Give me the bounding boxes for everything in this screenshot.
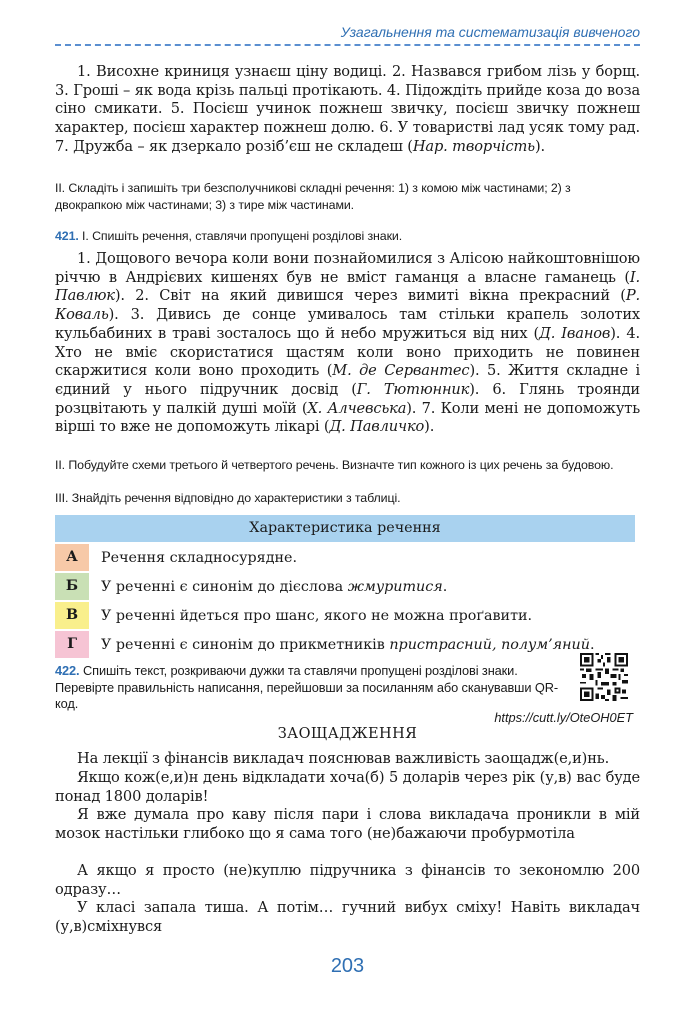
table-header: Характеристика речення bbox=[55, 515, 635, 542]
row-text bbox=[89, 608, 532, 624]
exercise-task: Спишіть текст, розкриваючи дужки та ставлячи пропущені розділові знаки. Перевірте правильність написання, перейшовши за посиланням або сканувавши QR-код. bbox=[55, 663, 558, 712]
row-text-tail: . bbox=[442, 578, 448, 595]
text-paragraph: Якщо кож(е,и)н день відкладати хоча(б) 5 доларів через рік (у,в) вас буде понад 1800 доларів! bbox=[55, 769, 640, 805]
row-letter: А bbox=[55, 544, 89, 571]
row-letter: Б bbox=[55, 573, 89, 600]
author-3: Д. Іванов bbox=[539, 324, 611, 342]
exercise-421-sentences bbox=[55, 250, 640, 437]
row-text bbox=[89, 637, 595, 653]
sentence-6: ). 6. Глянь троянди розцвітають у палкій душі моїй ( bbox=[55, 380, 641, 417]
exercise-task: І. Спишіть речення, ставлячи пропущені розділові знаки. bbox=[78, 229, 403, 243]
row-text-main: У реченні йдеться про шанс, якого не можна проґавити. bbox=[101, 607, 533, 624]
proverbs-tail: ). bbox=[534, 137, 546, 155]
text-paragraph: Я вже думала про каву після пари і слова викладача проникли в мій мозок настільки глибоко що я сама того (не)бажаючи пробурмотіла bbox=[55, 806, 640, 842]
task-ii-instruction: II. Складіть і запишіть три безсполучникові складні речення: 1) з комою між частинами; 2) з двокрапкою між частинами; 3) з тире між частинами. bbox=[55, 181, 571, 212]
proverbs-source: Нар. творчість bbox=[412, 137, 535, 155]
row-letter: Г bbox=[55, 631, 89, 658]
table-row bbox=[55, 631, 635, 658]
row-text bbox=[89, 550, 297, 566]
proverbs-paragraph bbox=[55, 63, 640, 157]
header-divider bbox=[55, 44, 640, 46]
exercise-421-task-2: II. Побудуйте схеми третього й четвертого речень. Визначте тип кожного із цих речень за будовою. bbox=[55, 458, 614, 472]
text-title: ЗАОЩАДЖЕННЯ bbox=[277, 726, 418, 742]
qr-code-icon[interactable] bbox=[580, 653, 628, 701]
row-text-main: Речення складносурядне. bbox=[101, 549, 298, 566]
row-text-em: пристрасний, полум’яний bbox=[389, 636, 590, 653]
sentence-2: ). 2. Світ на який дивишся через вимиті вікна прекрасний ( bbox=[114, 287, 626, 305]
sentence-3: ). 3. Дивись де сонце умивалось там стільки крапель золотих кульбабиних в траві зосталось що й небо мружиться від них ( bbox=[55, 306, 640, 342]
sentence-4: ). 4. Хто не вміє скористатися щастям коли воно приходить не повинен скаржитися коли воно проходить ( bbox=[55, 324, 640, 380]
page-number: 203 bbox=[330, 955, 365, 977]
text-paragraph: На лекції з фінансів викладач пояснював важливість заощадж(е,и)нь. bbox=[77, 750, 610, 767]
sentence-7: ). 7. Коли мені не допоможуть вірші то вже не допоможуть лікарі ( bbox=[55, 399, 640, 436]
author-6: Х. Алчевська bbox=[307, 399, 407, 417]
author-2: Р. Коваль bbox=[55, 287, 640, 324]
exercise-number: 422. bbox=[55, 663, 80, 678]
sentence-1: 1. Дощового вечора коли вони познайомилися з Алісою найкоштовнішою річчю в Андрієвих кишенях був не вміст гаманця а власне гаманець ( bbox=[55, 250, 640, 286]
exercise-number: 421. bbox=[55, 229, 79, 243]
row-text-tail: . bbox=[589, 636, 595, 653]
table-row bbox=[55, 573, 635, 600]
table-row bbox=[55, 544, 635, 571]
text-paragraph: У класі запала тиша. А потім… гучний вибух сміху! Навіть викладач (у,в)сміхнувся bbox=[55, 899, 640, 935]
row-text-main: У реченні є синонім до дієслова bbox=[101, 578, 348, 595]
exercise-421-heading bbox=[55, 228, 640, 245]
sentence-5: ). 5. Життя складне і єдиний у нього підручник досвід ( bbox=[55, 362, 640, 398]
row-text-main: У реченні є синонім до прикметників bbox=[101, 636, 390, 653]
row-letter: В bbox=[55, 602, 89, 629]
sentences-end: ). bbox=[424, 418, 435, 436]
row-text-em: жмуритися bbox=[347, 578, 443, 595]
author-7: Д. Павличко bbox=[329, 418, 425, 436]
running-header: Узагальнення та систематизація вивченого bbox=[340, 24, 640, 40]
row-text bbox=[89, 579, 447, 595]
exercise-422-heading bbox=[55, 663, 560, 713]
proverbs-text: 1. Висохне криниця узнаєш ціну водиці. 2. Назвався грибом лізь у борщ. 3. Гроші – як вода крізь пальці протікають. 4. Підождіть прийде коза до воза сіно смикати. 5. Посієш учинок пожнеш звичку, посієш звичку пожнеш характер, посієш характер пожнеш долю. 6. У товаристві лад усяк тому рад. 7. Дружба – як дзеркало розіб’єш не складеш ( bbox=[55, 63, 640, 155]
author-5: Г. Тютюнник bbox=[356, 380, 470, 398]
author-1: І. Павлюк bbox=[55, 268, 640, 305]
characteristics-table bbox=[55, 515, 635, 658]
exercise-422-link[interactable]: https://cutt.ly/OteOH0ET bbox=[494, 710, 633, 725]
author-4: М. де Сервантес bbox=[332, 362, 470, 380]
exercise-421-task-3: III. Знайдіть речення відповідно до характеристики з таблиці. bbox=[55, 491, 401, 505]
text-paragraph: А якщо я просто (не)куплю підручника з фінансів то зекономлю 200 одразу… bbox=[55, 862, 640, 898]
table-row bbox=[55, 602, 635, 629]
